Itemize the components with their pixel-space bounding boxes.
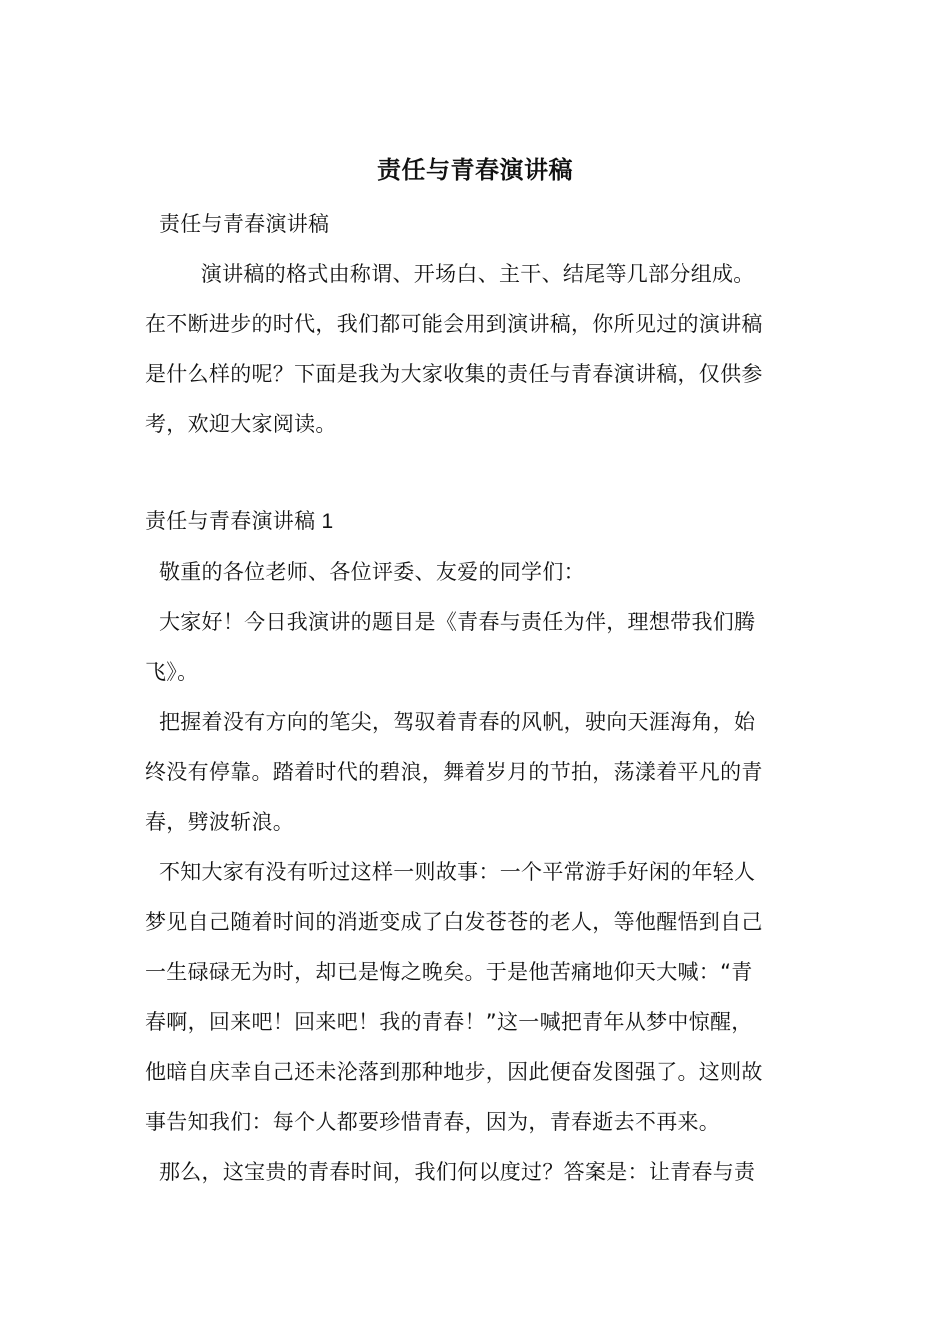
paragraph-line: 春，劈波斩浪。 [145,810,295,834]
paragraph-line: 考，欢迎大家阅读。 [145,412,337,436]
paragraph-line: 飞》。 [145,660,199,684]
paragraph-line: 大家好！今日我演讲的题目是《青春与责任为伴，理想带我们腾 [145,610,756,634]
paragraph-line: 事告知我们：每个人都要珍惜青春，因为，青春逝去不再来。 [145,1110,721,1134]
paragraph-line: 演讲稿的格式由称谓、开场白、主干、结尾等几部分组成。 [145,262,755,286]
paragraph-line: 那么，这宝贵的青春时间，我们何以度过？答案是：让青春与责 [145,1160,756,1184]
paragraph-line: 敬重的各位老师、各位评委、友爱的同学们： [145,560,585,584]
section-heading: 责任与青春演讲稿 1 [145,510,334,533]
paragraph-line: 是什么样的呢？下面是我为大家收集的责任与青春演讲稿，仅供参 [145,362,763,386]
paragraph-line: 春啊，回来吧！回来吧！我的青春！”这一喊把青年从梦中惊醒， [145,1010,753,1034]
paragraph-line: 梦见自己随着时间的消逝变成了白发苍苍的老人，等他醒悟到自己 [145,910,763,934]
paragraph-line: 终没有停靠。踏着时代的碧浪，舞着岁月的节拍，荡漾着平凡的青 [145,760,763,784]
paragraph-line: 在不断进步的时代，我们都可能会用到演讲稿，你所见过的演讲稿 [145,312,763,336]
paragraph-line: 一生碌碌无为时，却已是悔之晚矣。于是他苦痛地仰天大喊：“青 [145,960,753,984]
paragraph-line: 不知大家有没有听过这样一则故事：一个平常游手好闲的年轻人 [145,860,756,884]
document-title: 责任与青春演讲稿 [377,156,573,184]
paragraph-line: 他暗自庆幸自己还未沦落到那种地步，因此便奋发图强了。这则故 [145,1060,763,1084]
subtitle-line: 责任与青春演讲稿 [145,212,330,236]
paragraph-line: 把握着没有方向的笔尖，驾驭着青春的风帆，驶向天涯海角，始 [145,710,756,734]
